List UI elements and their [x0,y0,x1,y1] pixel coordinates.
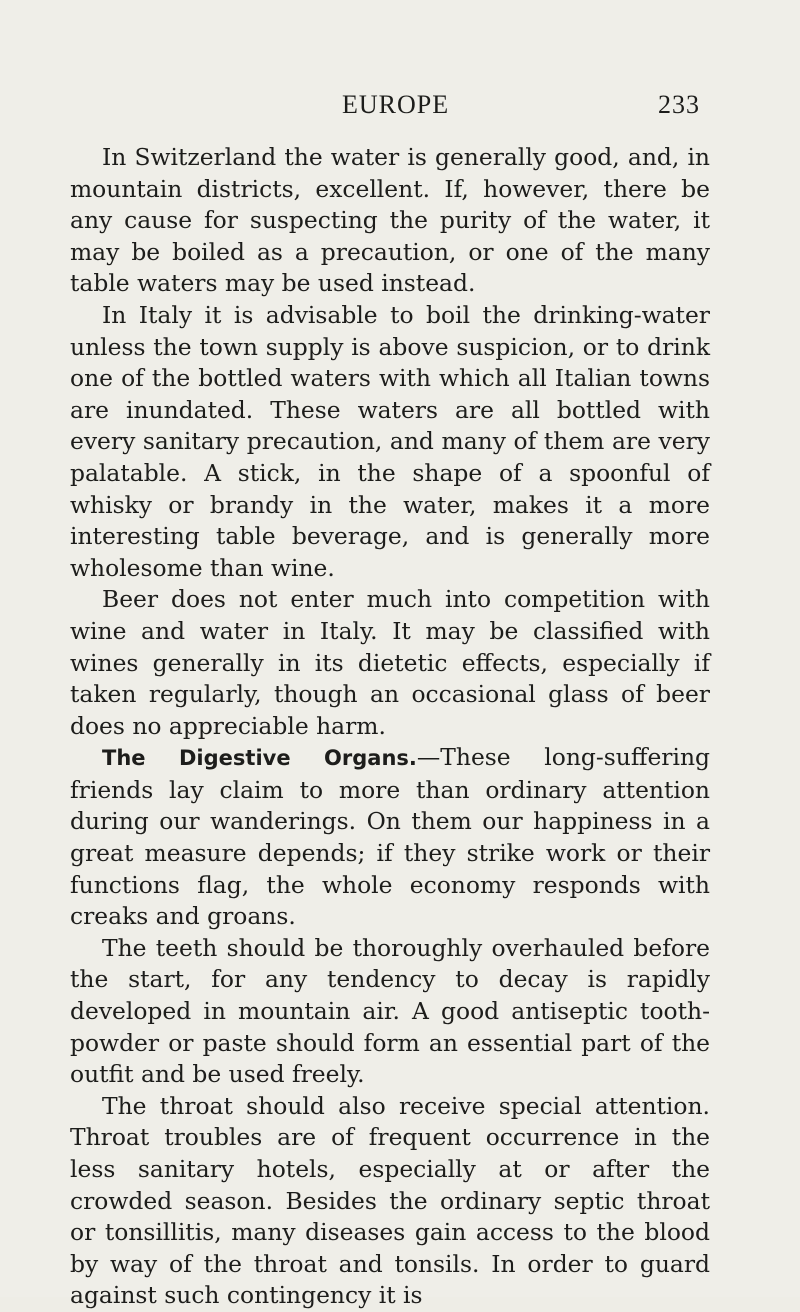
paragraph-text: Beer does not enter much into competition with wine and water in Italy. It may be classified with wines generally in its dietetic effects, especially if taken regularly, though an occasional glass of beer does no appreciable harm. [70,585,710,740]
paragraph-text: In Italy it is advisable to boil the drinking-water unless the town supply is above suspicion, or to drink one of the bottled waters with which all Italian towns are inundated. These waters are all bottled with every sanitary precaution, and many of them are very palatable. A stick, in the shape of a spoonful of whisky or brandy in the water, makes it a more interesting table beverage, and is generally more wholesome than wine. [70,300,710,582]
paragraph-teeth [70,933,710,1091]
paragraph-text: In Switzerland the water is generally good, and, in mountain districts, excellent. If, however, there be any cause for suspecting the purity of the water, it may be boiled as a precaution, or one of the many table waters may be used instead. [70,143,710,298]
paragraph-text: The throat should also receive special attention. Throat troubles are of frequent occurrence in the less sanitary hotels, especially at or after the crowded season. Besides the ordinary septic throat or tonsillitis, many diseases gain access to the blood by way of the throat and tonsils. In order to guard against such contingency it is [70,1091,710,1310]
page-header [80,90,700,130]
paragraph-beer [70,584,710,742]
paragraph-digestive-organs [70,742,710,933]
running-head: EUROPE [342,90,450,119]
paragraph-text: —These long-suffering friends lay claim to more than ordinary attention during our wanderings. On them our happiness in a great measure depends; if they strike work or their functions flag, the whole economy responds with creaks and groans. [70,743,710,931]
body-text [70,142,710,1312]
paragraph-switzerland-water [70,142,710,300]
page-number: 233 [658,90,700,119]
section-heading: The Digestive Organs. [102,746,417,771]
paragraph-text: The teeth should be thoroughly overhauled before the start, for any tendency to decay is rapidly developed in mountain air. A good antiseptic tooth-powder or paste should form an essential part of the outfit and be used freely. [70,933,710,1089]
paragraph-throat [70,1091,710,1312]
paragraph-italy-water [70,300,710,584]
